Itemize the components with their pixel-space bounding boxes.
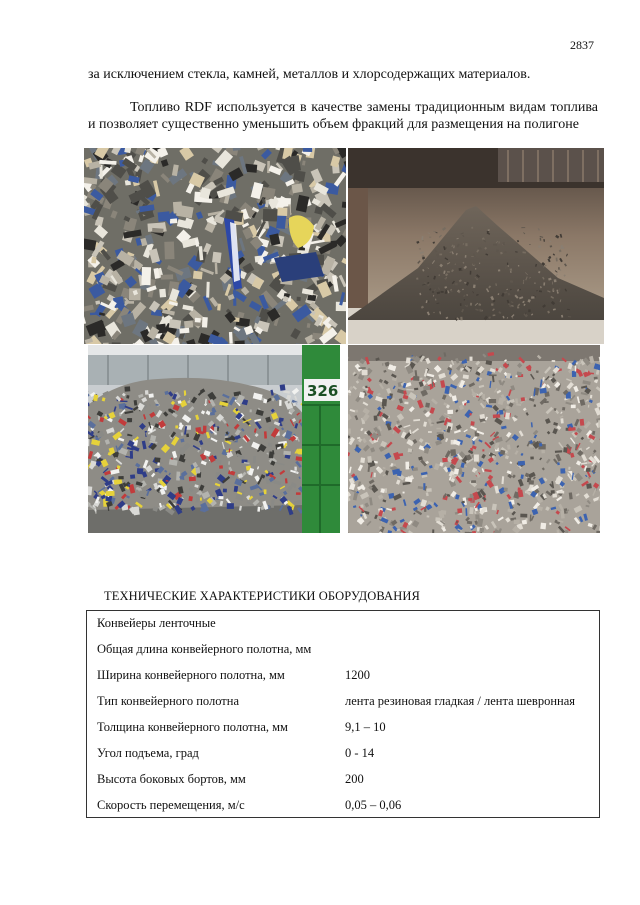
section-title: ТЕХНИЧЕСКИЕ ХАРАКТЕРИСТИКИ ОБОРУДОВАНИЯ — [104, 589, 420, 603]
photo-mixed-waste — [84, 148, 346, 344]
spec-label: Ширина конвейерного полотна, мм — [97, 668, 285, 682]
spec-value: 200 — [345, 772, 364, 786]
spec-row — [97, 798, 597, 818]
spec-row — [97, 616, 597, 636]
spec-label: Тип конвейерного полотна — [97, 694, 239, 708]
paragraph-rdf-fuel: Топливо RDF используется в качестве замены традиционным видам топлива и позволяет существенно уменьшить объем фракций для размещения на полигоне — [88, 100, 598, 132]
spec-table — [86, 610, 600, 818]
container-number: 326 — [307, 382, 339, 400]
spec-value: 1200 — [345, 668, 370, 682]
spec-label: Общая длина конвейерного полотна, мм — [97, 642, 312, 656]
spec-value: 0,05 – 0,06 — [345, 798, 402, 812]
spec-row — [97, 746, 597, 766]
spec-row — [97, 694, 597, 714]
photo-shredded-waste-container — [88, 345, 340, 533]
spec-value: 0 - 14 — [345, 746, 375, 760]
page-number: 2837 — [570, 38, 594, 52]
spec-row — [97, 668, 597, 688]
paragraph-continuation: за исключением стекла, камней, металлов и хлорсодержащих материалов. — [88, 67, 531, 82]
spec-value: 9,1 – 10 — [345, 720, 386, 734]
photo-rdf-closeup — [348, 345, 600, 533]
spec-row — [97, 642, 597, 662]
spec-label: Конвейеры ленточные — [97, 616, 216, 630]
spec-label: Толщина конвейерного полотна, мм — [97, 720, 288, 734]
photo-rdf-pile — [348, 148, 604, 344]
photo-grid — [84, 148, 604, 534]
spec-label: Высота боковых бортов, мм — [97, 772, 246, 786]
spec-value: лента резиновая гладкая / лента шевронная — [345, 694, 575, 708]
spec-row — [97, 772, 597, 792]
spec-label: Угол подъема, град — [97, 746, 199, 760]
spec-label: Скорость перемещения, м/с — [97, 798, 245, 812]
spec-row — [97, 720, 597, 740]
